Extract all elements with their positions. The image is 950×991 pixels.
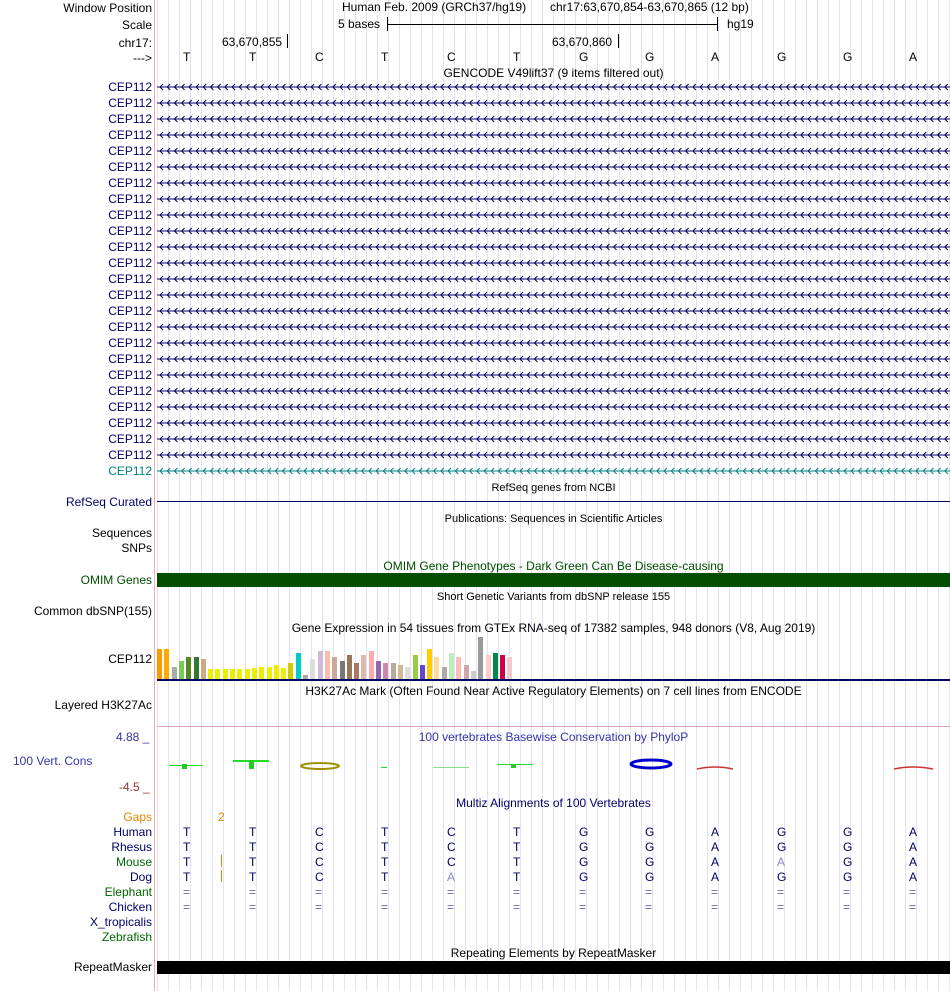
- publications-title: Publications: Sequences in Scientific Articles: [444, 513, 663, 525]
- gtex-label[interactable]: CEP112: [108, 652, 152, 666]
- gencode-gene-label[interactable]: CEP112: [108, 272, 152, 286]
- omim-label[interactable]: OMIM Genes: [80, 573, 152, 587]
- gencode-gene-label[interactable]: CEP112: [108, 80, 152, 94]
- multiz-species-label[interactable]: Elephant: [104, 885, 152, 899]
- gtex-tissue-bar[interactable]: [413, 655, 418, 679]
- multiz-base: A: [711, 870, 720, 884]
- gencode-transcript[interactable]: [157, 146, 950, 156]
- gencode-transcript[interactable]: [157, 434, 950, 444]
- multiz-base: =: [909, 885, 917, 899]
- gtex-tissue-bar[interactable]: [267, 667, 272, 679]
- multiz-base: G: [843, 870, 853, 884]
- gtex-tissue-bar[interactable]: [420, 665, 425, 679]
- gtex-tissue-bar[interactable]: [281, 668, 286, 679]
- h3k27ac-title: H3K27Ac Mark (Often Found Near Active Regulatory Elements) on 7 cell lines from ENCODE: [305, 684, 802, 698]
- base-letter: T: [513, 50, 521, 64]
- multiz-base: =: [777, 885, 785, 899]
- gtex-tissue-bar[interactable]: [325, 651, 330, 679]
- gtex-tissue-bar[interactable]: [310, 659, 315, 679]
- base-letter: T: [249, 50, 257, 64]
- gtex-title: Gene Expression in 54 tissues from GTEx RNA-seq of 17382 samples, 948 donors (V8, Aug 2019): [291, 621, 816, 635]
- multiz-base: G: [645, 855, 655, 869]
- multiz-base: =: [645, 900, 653, 914]
- gtex-tissue-bar[interactable]: [354, 663, 359, 679]
- multiz-base: A: [909, 825, 918, 839]
- gtex-tissue-bar[interactable]: [486, 655, 491, 679]
- gtex-tissue-bar[interactable]: [427, 649, 432, 679]
- phylop-ymin: -4.5 _: [119, 780, 150, 794]
- multiz-base: C: [315, 855, 324, 869]
- gencode-gene-label[interactable]: CEP112: [108, 112, 152, 126]
- omim-title: OMIM Gene Phenotypes - Dark Green Can Be Disease-causing: [383, 559, 724, 573]
- multiz-base: =: [513, 900, 521, 914]
- multiz-base: =: [843, 885, 851, 899]
- multiz-base: C: [447, 825, 456, 839]
- multiz-base: A: [711, 825, 720, 839]
- multiz-base: G: [843, 840, 853, 854]
- multiz-species-label[interactable]: Dog: [129, 870, 152, 884]
- base-letter: G: [579, 50, 589, 64]
- omim-bar[interactable]: [157, 573, 950, 587]
- multiz-base: G: [843, 825, 853, 839]
- multiz-base: =: [909, 900, 917, 914]
- multiz-base: T: [249, 855, 257, 869]
- gencode-transcript[interactable]: [157, 178, 950, 188]
- gencode-gene-label[interactable]: CEP112: [108, 448, 152, 462]
- gtex-tissue-bar[interactable]: [296, 653, 301, 679]
- gtex-tissue-bar[interactable]: [288, 663, 293, 679]
- gtex-tissue-bar[interactable]: [442, 667, 447, 679]
- gtex-tissue-bar[interactable]: [186, 657, 191, 679]
- gtex-tissue-bar[interactable]: [471, 671, 476, 679]
- multiz-base: =: [447, 900, 455, 914]
- gencode-gene-label[interactable]: CEP112: [108, 400, 152, 414]
- multiz-base: =: [381, 900, 389, 914]
- track-area-border: [154, 0, 155, 991]
- multiz-base: A: [711, 840, 720, 854]
- gtex-tissue-bar[interactable]: [340, 661, 345, 679]
- multiz-species-label[interactable]: Mouse: [115, 855, 152, 869]
- gencode-transcript[interactable]: [157, 242, 950, 252]
- multiz-base: T: [513, 840, 521, 854]
- base-letter: A: [909, 50, 918, 64]
- gtex-tissue-bar[interactable]: [383, 663, 388, 679]
- insertion-marker: [221, 870, 222, 882]
- window-position-value: chr17:63,670,854-63,670,865 (12 bp): [550, 0, 749, 14]
- multiz-base: A: [447, 870, 456, 884]
- gtex-tissue-bar[interactable]: [245, 669, 250, 679]
- base-letter: G: [777, 50, 787, 64]
- gencode-transcript[interactable]: [157, 290, 950, 300]
- multiz-base: C: [315, 825, 324, 839]
- multiz-base: =: [711, 900, 719, 914]
- base-letter: T: [381, 50, 389, 64]
- gencode-transcript[interactable]: [157, 322, 950, 332]
- multiz-base: =: [711, 885, 719, 899]
- gencode-gene-label[interactable]: CEP112: [108, 208, 152, 222]
- gencode-gene-label[interactable]: CEP112: [108, 176, 152, 190]
- multiz-base: =: [645, 885, 653, 899]
- dbsnp-title: Short Genetic Variants from dbSNP release 155: [436, 591, 671, 603]
- gtex-tissue-bar[interactable]: [478, 637, 483, 679]
- phylop-bar: [249, 760, 254, 769]
- publications-sequences-label[interactable]: Sequences: [91, 526, 152, 540]
- multiz-base: A: [909, 840, 918, 854]
- multiz-base: C: [447, 840, 456, 854]
- gaps-value: 2: [218, 810, 225, 824]
- multiz-base: G: [777, 840, 787, 854]
- gencode-gene-label[interactable]: CEP112: [108, 336, 152, 350]
- multiz-base: =: [315, 900, 323, 914]
- gtex-tissue-bar[interactable]: [252, 668, 257, 679]
- multiz-base: T: [249, 870, 257, 884]
- gtex-tissue-bar[interactable]: [201, 659, 206, 679]
- repeatmasker-label[interactable]: RepeatMasker: [73, 960, 152, 974]
- multiz-base: T: [513, 855, 521, 869]
- multiz-species-label[interactable]: Rhesus: [111, 840, 152, 854]
- chrom-label: chr17:: [118, 36, 152, 50]
- gtex-tissue-bar[interactable]: [405, 667, 410, 679]
- repeatmasker-title: Repeating Elements by RepeatMasker: [450, 946, 657, 960]
- multiz-base: G: [843, 855, 853, 869]
- multiz-base: G: [777, 870, 787, 884]
- gtex-tissue-bar[interactable]: [507, 657, 512, 679]
- gencode-gene-label[interactable]: CEP112: [108, 192, 152, 206]
- publications-snps-label[interactable]: SNPs: [121, 541, 152, 555]
- phylop-title: 100 vertebrates Basewise Conservation by PhyloP: [418, 730, 689, 744]
- multiz-base: C: [315, 840, 324, 854]
- gtex-tissue-bar[interactable]: [157, 649, 162, 679]
- multiz-base: G: [777, 825, 787, 839]
- gtex-tissue-bar[interactable]: [318, 651, 323, 679]
- gtex-baseline: [157, 679, 950, 681]
- multiz-base: T: [183, 840, 191, 854]
- multiz-base: =: [843, 900, 851, 914]
- gtex-tissue-bar[interactable]: [376, 661, 381, 679]
- multiz-base: G: [645, 870, 655, 884]
- multiz-base: T: [381, 870, 389, 884]
- multiz-base: =: [513, 885, 521, 899]
- multiz-base: =: [315, 885, 323, 899]
- gencode-gene-label[interactable]: CEP112: [108, 144, 152, 158]
- gencode-transcript[interactable]: [157, 194, 950, 204]
- phylop-letter-a: [697, 767, 733, 769]
- gencode-transcript[interactable]: [157, 354, 950, 364]
- gencode-transcript[interactable]: [157, 386, 950, 396]
- phylop-letter-c: [301, 763, 339, 769]
- gencode-transcript[interactable]: [157, 98, 950, 108]
- gencode-title: GENCODE V49lift37 (9 items filtered out): [443, 66, 664, 80]
- multiz-base: =: [249, 900, 257, 914]
- gencode-transcript[interactable]: [157, 226, 950, 236]
- scale-label: Scale: [121, 18, 152, 32]
- gtex-tissue-bar[interactable]: [237, 669, 242, 679]
- multiz-base: =: [183, 885, 191, 899]
- gencode-gene-label[interactable]: CEP112: [108, 288, 152, 302]
- gencode-transcript[interactable]: [157, 130, 950, 140]
- gtex-tissue-bar[interactable]: [493, 653, 498, 679]
- gencode-transcript[interactable]: [157, 114, 950, 124]
- gtex-tissue-bar[interactable]: [208, 669, 213, 679]
- multiz-base: G: [579, 840, 589, 854]
- multiz-base: =: [183, 900, 191, 914]
- gtex-bar-chart[interactable]: [157, 636, 537, 679]
- base-letter: C: [315, 50, 324, 64]
- gencode-transcript[interactable]: [157, 82, 950, 92]
- multiz-base: T: [513, 825, 521, 839]
- base-letter: T: [183, 50, 191, 64]
- gaps-label[interactable]: Gaps: [123, 810, 152, 824]
- assembly-title: Human Feb. 2009 (GRCh37/hg19): [342, 0, 527, 14]
- phylop-bar: [182, 764, 187, 769]
- gtex-tissue-bar[interactable]: [369, 651, 374, 679]
- multiz-base: A: [711, 855, 720, 869]
- multiz-base: =: [579, 885, 587, 899]
- multiz-base: =: [777, 900, 785, 914]
- gencode-transcript[interactable]: [157, 162, 950, 172]
- h3k27ac-label[interactable]: Layered H3K27Ac: [54, 698, 152, 712]
- multiz-base: T: [249, 825, 257, 839]
- gtex-tissue-bar[interactable]: [172, 667, 177, 679]
- multiz-species-label[interactable]: Human: [113, 825, 152, 839]
- multiz-base: T: [513, 870, 521, 884]
- gencode-gene-label[interactable]: CEP112: [108, 384, 152, 398]
- multiz-base: G: [579, 855, 589, 869]
- gencode-transcript[interactable]: [157, 338, 950, 348]
- gencode-transcript[interactable]: [157, 274, 950, 284]
- repeatmasker-bar[interactable]: [157, 961, 950, 974]
- multiz-base: A: [777, 855, 786, 869]
- gencode-gene-label[interactable]: CEP112: [108, 432, 152, 446]
- base-letter: G: [843, 50, 853, 64]
- phylop-bar: [511, 764, 516, 768]
- ruler-tick-2: [618, 34, 619, 48]
- gtex-tissue-bar[interactable]: [464, 665, 469, 679]
- multiz-base: C: [447, 855, 456, 869]
- multiz-base: T: [381, 855, 389, 869]
- multiz-species-label[interactable]: X_tropicalis: [89, 915, 152, 929]
- gencode-gene-label[interactable]: CEP112: [108, 96, 152, 110]
- gtex-tissue-bar[interactable]: [398, 665, 403, 679]
- base-letter: C: [447, 50, 456, 64]
- multiz-base: G: [579, 825, 589, 839]
- multiz-base: A: [909, 870, 918, 884]
- refseq-gene-line[interactable]: [157, 501, 950, 502]
- multiz-base: T: [183, 870, 191, 884]
- multiz-base: G: [645, 825, 655, 839]
- multiz-base: T: [381, 825, 389, 839]
- gencode-transcript[interactable]: [157, 466, 950, 476]
- gencode-transcript[interactable]: [157, 306, 950, 316]
- gencode-gene-label[interactable]: CEP112: [108, 240, 152, 254]
- multiz-title: Multiz Alignments of 100 Vertebrates: [456, 796, 651, 810]
- gencode-gene-label[interactable]: CEP112: [108, 464, 152, 478]
- multiz-base: C: [315, 870, 324, 884]
- gencode-gene-label[interactable]: CEP112: [108, 368, 152, 382]
- refseq-label[interactable]: RefSeq Curated: [65, 495, 152, 509]
- gencode-gene-label[interactable]: CEP112: [108, 320, 152, 334]
- gencode-transcript[interactable]: [157, 450, 950, 460]
- phylop-bar: [381, 767, 387, 768]
- gtex-tissue-bar[interactable]: [449, 653, 454, 679]
- h3k27ac-baseline: [157, 726, 950, 727]
- multiz-base: =: [447, 885, 455, 899]
- multiz-base: T: [381, 840, 389, 854]
- gtex-tissue-bar[interactable]: [164, 649, 169, 679]
- multiz-base: A: [909, 855, 918, 869]
- multiz-base: T: [183, 855, 191, 869]
- gencode-transcript[interactable]: [157, 258, 950, 268]
- gencode-gene-label[interactable]: CEP112: [108, 304, 152, 318]
- dbsnp-label[interactable]: Common dbSNP(155): [33, 604, 152, 618]
- gtex-tissue-bar[interactable]: [500, 655, 505, 679]
- multiz-base: G: [645, 840, 655, 854]
- insertion-marker: [221, 855, 222, 867]
- gencode-transcript[interactable]: [157, 402, 950, 412]
- scale-bases: 5 bases: [338, 17, 381, 31]
- gencode-transcript[interactable]: [157, 370, 950, 380]
- gtex-tissue-bar[interactable]: [434, 657, 439, 679]
- multiz-base: =: [579, 900, 587, 914]
- ruler-tick-label-1: 63,670,855: [222, 35, 283, 49]
- gtex-tissue-bar[interactable]: [347, 655, 352, 679]
- gencode-gene-label[interactable]: CEP112: [108, 160, 152, 174]
- multiz-base: T: [249, 840, 257, 854]
- multiz-base: G: [579, 870, 589, 884]
- multiz-base: =: [381, 885, 389, 899]
- gtex-tissue-bar[interactable]: [259, 667, 264, 679]
- gencode-gene-label[interactable]: CEP112: [108, 352, 152, 366]
- phylop-letter-g: [631, 760, 671, 768]
- ruler-tick-label-2: 63,670,860: [552, 35, 613, 49]
- gencode-gene-label[interactable]: CEP112: [108, 128, 152, 142]
- phylop-bar: [433, 767, 469, 768]
- gtex-tissue-bar[interactable]: [223, 669, 228, 679]
- gencode-gene-label[interactable]: CEP112: [108, 416, 152, 430]
- phylop-label[interactable]: 100 Vert. Cons: [13, 754, 93, 768]
- scale-bar: [387, 17, 718, 31]
- multiz-base: T: [183, 825, 191, 839]
- base-letter: A: [711, 50, 720, 64]
- gtex-tissue-bar[interactable]: [361, 655, 366, 679]
- multiz-base: =: [249, 885, 257, 899]
- gtex-tissue-bar[interactable]: [215, 669, 220, 679]
- gtex-tissue-bar[interactable]: [230, 669, 235, 679]
- window-position-label: Window Position: [63, 1, 152, 15]
- strand-label: --->: [133, 51, 152, 65]
- phylop-letter-a: [894, 767, 933, 769]
- scale-db: hg19: [727, 17, 754, 31]
- gencode-gene-label[interactable]: CEP112: [108, 224, 152, 238]
- gtex-tissue-bar[interactable]: [274, 665, 279, 679]
- phylop-ymax: 4.88 _: [116, 730, 150, 744]
- gencode-transcript[interactable]: [157, 210, 950, 220]
- gtex-tissue-bar[interactable]: [391, 663, 396, 679]
- multiz-species-label[interactable]: Zebrafish: [101, 930, 152, 944]
- ruler-tick-1: [287, 34, 288, 48]
- multiz-species-label[interactable]: Chicken: [108, 900, 152, 914]
- gtex-tissue-bar[interactable]: [456, 657, 461, 679]
- gtex-tissue-bar[interactable]: [194, 657, 199, 679]
- phylop-logo-track[interactable]: [157, 750, 950, 780]
- gtex-tissue-bar[interactable]: [179, 661, 184, 679]
- gencode-transcript[interactable]: [157, 418, 950, 428]
- gencode-gene-label[interactable]: CEP112: [108, 256, 152, 270]
- base-letter: G: [645, 50, 655, 64]
- refseq-title: RefSeq genes from NCBI: [491, 482, 616, 494]
- gtex-tissue-bar[interactable]: [332, 657, 337, 679]
